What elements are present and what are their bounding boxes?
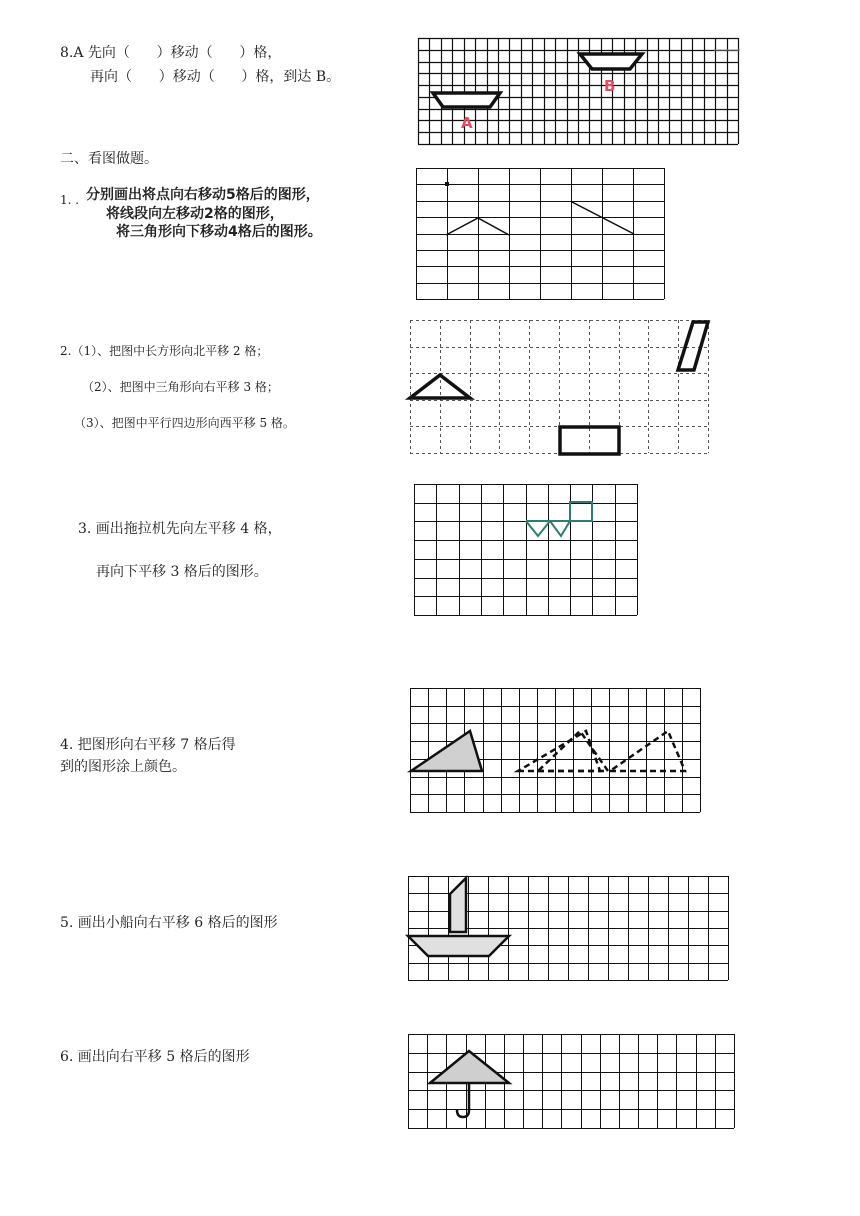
p4-line2: 到的图形涂上颜色。 [60, 759, 186, 775]
label-b: B [604, 77, 616, 95]
grid-lines [416, 168, 665, 300]
p1-number: 1. . [60, 193, 80, 207]
grid-lines [414, 484, 638, 616]
dashed-triangles [518, 731, 685, 771]
p1-line1: 分别画出将点向右移动5格后的图形， [86, 187, 320, 203]
boat-shape-a [433, 93, 500, 107]
label-a: A [461, 114, 473, 132]
hull-shape [408, 936, 509, 956]
triangle-shape [446, 218, 509, 235]
umbrella-handle [457, 1083, 469, 1117]
p2-line3: （3）、把图中平行四边形向西平移 5 格。 [74, 416, 295, 430]
p4-line1: 4. 把图形向右平移 7 格后得 [60, 737, 236, 753]
p1-line3: 将三角形向下移动4格后的图形。 [116, 224, 322, 240]
parallelogram-shape [678, 322, 708, 370]
p6-line1: 6. 画出向右平移 5 格后的图形 [60, 1049, 250, 1065]
q8-line2: 再向（ ）移动（ ）格，到达 B。 [90, 69, 341, 85]
p3-line2: 再向下平移 3 格后的图形。 [96, 564, 268, 580]
section-heading: 二、看图做题。 [60, 151, 158, 167]
p4-grid-figure [410, 688, 702, 814]
p2-line1: 2.（1）、把图中长方形向北平移 2 格； [60, 344, 269, 358]
umbrella-canopy [430, 1051, 509, 1083]
p1-grid-figure [416, 168, 666, 301]
q8-line1: 8.A 先向（ ）移动（ ）格， [60, 45, 282, 61]
p2-grid-figure [410, 320, 710, 455]
p5-grid-figure [408, 876, 730, 982]
p1-line2: 将线段向左移动2格的图形， [106, 206, 284, 222]
p6-grid-figure [408, 1034, 736, 1130]
p3-line1: 3. 画出拖拉机先向左平移 4 格， [78, 521, 282, 537]
sail-shape [450, 878, 466, 932]
p3-grid-figure [414, 484, 639, 617]
boat-shape-b [580, 54, 642, 69]
p5-line1: 5. 画出小船向右平移 6 格后的图形 [60, 915, 278, 931]
p2-line2: （2）、把图中三角形向右平移 3 格； [82, 380, 279, 394]
tractor-shape [526, 502, 592, 536]
point-marker [445, 182, 449, 186]
q8-grid-figure [418, 38, 742, 148]
